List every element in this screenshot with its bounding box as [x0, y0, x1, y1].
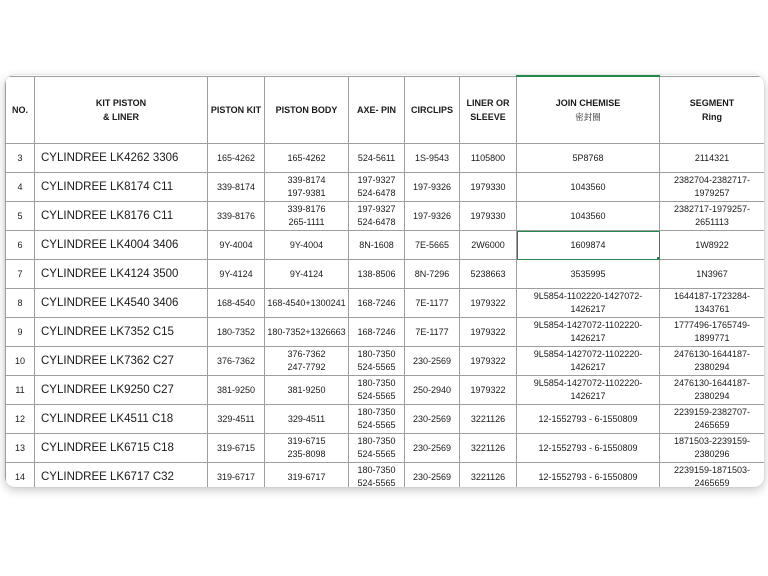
- cell-no[interactable]: 10: [6, 347, 35, 376]
- cell-join-chemise[interactable]: [517, 434, 660, 463]
- cell-join-chemise[interactable]: [517, 144, 660, 173]
- cell-segment-line: 1777496-1765749-: [673, 320, 751, 330]
- cell-join-chemise-line: 9L5854-1427072-1102220-: [533, 378, 643, 388]
- cell-segment[interactable]: [660, 202, 765, 231]
- cell-no[interactable]: 8: [6, 289, 35, 318]
- cell-join-chemise-line: 12-1552793 - 6-1550809: [538, 442, 638, 453]
- cell-axe-pin-line: 138-8506: [357, 268, 396, 279]
- header-liner-line2: SLEEVE: [470, 111, 506, 122]
- cell-join-chemise-line: 9L5854-1102220-1427072-: [533, 291, 643, 301]
- cell-no[interactable]: 13: [6, 434, 35, 463]
- cell-circlips[interactable]: 7E-5665: [405, 231, 460, 260]
- cell-join-chemise-line: 1426217: [570, 333, 606, 343]
- table-row: [6, 202, 765, 231]
- cell-axe-pin[interactable]: [349, 434, 405, 463]
- cell-piston-body[interactable]: [265, 260, 349, 289]
- header-segment-line1: SEGMENT: [689, 97, 735, 108]
- cell-axe-pin[interactable]: [349, 260, 405, 289]
- cell-piston-body-line: 9Y-4124: [289, 268, 324, 279]
- cell-axe-pin[interactable]: [349, 405, 405, 434]
- cell-segment[interactable]: [660, 347, 765, 376]
- cell-axe-pin[interactable]: [349, 376, 405, 405]
- cell-segment-line: 2476130-1644187-: [673, 349, 751, 359]
- table-row: [6, 434, 765, 463]
- cell-circlips[interactable]: 197-9326: [405, 173, 460, 202]
- cell-piston-kit[interactable]: 339-8174: [208, 173, 265, 202]
- cell-segment[interactable]: [660, 434, 765, 463]
- cell-piston-body[interactable]: [265, 144, 349, 173]
- table-row: [6, 173, 765, 202]
- cell-liner[interactable]: 1105800: [460, 144, 517, 173]
- cell-join-chemise-line: 3535995: [570, 268, 606, 279]
- cell-segment[interactable]: [660, 231, 765, 260]
- table-body: [6, 144, 765, 488]
- cell-circlips[interactable]: 8N-7296: [405, 260, 460, 289]
- cell-segment-line: 2382704-2382717-: [673, 175, 751, 185]
- table-row: [6, 260, 765, 289]
- cell-description[interactable]: CYLINDREE LK8176 C11: [35, 202, 208, 231]
- cell-piston-body-line: 168-4540+1300241: [267, 297, 346, 308]
- cell-join-chemise-line: 1426217: [570, 304, 606, 314]
- cell-axe-pin[interactable]: [349, 202, 405, 231]
- cell-segment-line: 2465659: [694, 478, 730, 487]
- cell-description[interactable]: CYLINDREE LK6717 C32: [35, 463, 208, 488]
- table-row: [6, 347, 765, 376]
- cell-segment-line: 2380294: [694, 362, 730, 372]
- cell-circlips[interactable]: 197-9326: [405, 202, 460, 231]
- cell-segment-line: 1899771: [694, 333, 730, 343]
- cell-description[interactable]: CYLINDREE LK8174 C11: [35, 173, 208, 202]
- cell-join-chemise-line: 9L5854-1427072-1102220-: [533, 349, 643, 359]
- cell-description[interactable]: CYLINDREE LK4262 3306: [35, 144, 208, 173]
- cell-join-chemise-line: 12-1552793 - 6-1550809: [538, 413, 638, 424]
- cell-description[interactable]: CYLINDREE LK4004 3406: [35, 231, 208, 260]
- cell-join-chemise-line: 5P8768: [572, 152, 604, 163]
- cell-liner[interactable]: 5238663: [460, 260, 517, 289]
- header-piston-body[interactable]: PISTON BODY: [265, 76, 349, 144]
- cell-axe-pin-line: 180-7350: [357, 465, 396, 475]
- cell-segment[interactable]: [660, 376, 765, 405]
- header-axe-pin[interactable]: AXE- PIN: [349, 76, 405, 144]
- cell-piston-body-line: 247-7792: [287, 362, 326, 372]
- cell-axe-pin-line: 197-9327: [357, 175, 396, 185]
- cell-join-chemise[interactable]: [517, 463, 660, 488]
- cell-piston-kit[interactable]: 376-7362: [208, 347, 265, 376]
- cell-description[interactable]: CYLINDREE LK4511 C18: [35, 405, 208, 434]
- cell-description[interactable]: CYLINDREE LK4124 3500: [35, 260, 208, 289]
- header-join-line2: 密封圈: [575, 112, 601, 122]
- cell-piston-body-line: 197-9381: [287, 188, 326, 198]
- header-join-chemise[interactable]: [517, 76, 660, 144]
- cell-description[interactable]: CYLINDREE LK7362 C27: [35, 347, 208, 376]
- cell-segment[interactable]: [660, 405, 765, 434]
- cell-liner[interactable]: 1979322: [460, 318, 517, 347]
- cell-segment[interactable]: [660, 173, 765, 202]
- cell-segment-line: 2651113: [695, 217, 729, 227]
- cell-join-chemise-line: 1426217: [570, 362, 606, 372]
- cell-circlips[interactable]: 7E-1177: [405, 318, 460, 347]
- cell-piston-kit[interactable]: 9Y-4004: [208, 231, 265, 260]
- cell-segment-line: 2382717-1979257-: [673, 204, 751, 214]
- cell-segment-line: 2465659: [694, 420, 730, 430]
- header-circlips[interactable]: CIRCLIPS: [405, 76, 460, 144]
- table-row: [6, 405, 765, 434]
- cell-axe-pin[interactable]: [349, 318, 405, 347]
- table-row: [6, 376, 765, 405]
- cell-circlips[interactable]: 230-2569: [405, 434, 460, 463]
- cell-no[interactable]: 4: [6, 173, 35, 202]
- cell-segment[interactable]: [660, 289, 765, 318]
- cell-segment-line: 1W8922: [695, 239, 729, 250]
- cell-axe-pin-line: 180-7350: [357, 349, 396, 359]
- cell-join-chemise-line: 9L5854-1427072-1102220-: [533, 320, 643, 330]
- cell-piston-body[interactable]: [265, 376, 349, 405]
- cell-segment-line: 1N3967: [696, 268, 728, 279]
- cell-piston-body[interactable]: [265, 347, 349, 376]
- cell-join-chemise[interactable]: [517, 202, 660, 231]
- cell-join-chemise[interactable]: [517, 405, 660, 434]
- cell-liner[interactable]: 2W6000: [460, 231, 517, 260]
- table-row: [6, 289, 765, 318]
- table-row: [6, 318, 765, 347]
- cell-piston-body[interactable]: [265, 289, 349, 318]
- cell-axe-pin[interactable]: [349, 289, 405, 318]
- table-row: [6, 463, 765, 488]
- cell-axe-pin-line: 180-7350: [357, 407, 396, 417]
- cell-segment-line: 2239159-2382707-: [673, 407, 751, 417]
- cell-piston-kit[interactable]: 9Y-4124: [208, 260, 265, 289]
- cell-no[interactable]: 14: [6, 463, 35, 488]
- cell-circlips[interactable]: 7E-1177: [405, 289, 460, 318]
- cell-join-chemise[interactable]: [517, 347, 660, 376]
- cell-axe-pin[interactable]: [349, 144, 405, 173]
- cell-no[interactable]: 11: [6, 376, 35, 405]
- cell-segment[interactable]: [660, 318, 765, 347]
- cell-description[interactable]: CYLINDREE LK9250 C27: [35, 376, 208, 405]
- header-liner-line1: LINER OR: [466, 97, 510, 108]
- cell-axe-pin-line: 524-5565: [357, 478, 396, 487]
- cell-axe-pin-line: 524-5565: [357, 449, 396, 459]
- cell-no[interactable]: 6: [6, 231, 35, 260]
- cell-segment[interactable]: [660, 463, 765, 488]
- header-kit-piston-liner[interactable]: [35, 76, 208, 144]
- cell-segment-line: 1871503-2239159-: [673, 436, 751, 446]
- cell-piston-body-line: 265-1111: [288, 217, 325, 227]
- cell-liner[interactable]: 1979322: [460, 347, 517, 376]
- cell-join-chemise-line: 1609874: [570, 239, 606, 250]
- cell-segment-line: 2380294: [694, 391, 730, 401]
- cell-liner[interactable]: 1979322: [460, 289, 517, 318]
- parts-table-card: [5, 75, 764, 487]
- cell-piston-body-line: 165-4262: [287, 152, 326, 163]
- cell-join-chemise-line: 12-1552793 - 6-1550809: [538, 471, 638, 482]
- cell-axe-pin-line: 180-7350: [357, 378, 396, 388]
- header-piston-kit[interactable]: PISTON KIT: [208, 76, 265, 144]
- cell-join-chemise-line: 1426217: [570, 391, 606, 401]
- cell-segment-line: 2476130-1644187-: [673, 378, 751, 388]
- cell-piston-kit[interactable]: 339-8176: [208, 202, 265, 231]
- cell-segment[interactable]: [660, 260, 765, 289]
- cell-join-chemise-selected[interactable]: [517, 231, 660, 260]
- cell-piston-body-line: 329-4511: [287, 413, 326, 424]
- cell-circlips[interactable]: 1S-9543: [405, 144, 460, 173]
- table-row: [6, 231, 765, 260]
- cell-segment-line: 1343761: [694, 304, 730, 314]
- cell-join-chemise[interactable]: [517, 318, 660, 347]
- cell-description[interactable]: CYLINDREE LK6715 C18: [35, 434, 208, 463]
- cell-axe-pin-line: 180-7350: [357, 436, 396, 446]
- cell-liner[interactable]: 1979330: [460, 202, 517, 231]
- cell-liner[interactable]: 1979322: [460, 376, 517, 405]
- cell-description[interactable]: CYLINDREE LK7352 C15: [35, 318, 208, 347]
- cell-piston-body-line: 376-7362: [287, 349, 326, 359]
- cell-piston-body-line: 339-8176: [287, 204, 326, 214]
- cell-join-chemise[interactable]: [517, 289, 660, 318]
- cell-piston-kit[interactable]: 329-4511: [208, 405, 265, 434]
- cell-liner[interactable]: 3221126: [460, 405, 517, 434]
- cell-piston-body[interactable]: [265, 434, 349, 463]
- cell-liner[interactable]: 3221126: [460, 434, 517, 463]
- cell-piston-body[interactable]: [265, 202, 349, 231]
- cell-axe-pin[interactable]: [349, 463, 405, 488]
- cell-axe-pin-line: 524-6478: [357, 188, 396, 198]
- cell-piston-body-line: 319-6717: [287, 471, 326, 482]
- header-no[interactable]: NO.: [6, 76, 35, 144]
- header-kit-line2: & LINER: [103, 111, 139, 122]
- table-row: [6, 144, 765, 173]
- cell-piston-kit[interactable]: 165-4262: [208, 144, 265, 173]
- header-segment-line2: Ring: [702, 111, 722, 122]
- cell-piston-body[interactable]: [265, 231, 349, 260]
- cell-circlips[interactable]: 250-2940: [405, 376, 460, 405]
- cell-piston-body-line: 180-7352+1326663: [267, 326, 346, 337]
- cell-axe-pin-line: 524-6478: [357, 217, 396, 227]
- cell-piston-body-line: 339-8174: [287, 175, 326, 185]
- cell-no[interactable]: 9: [6, 318, 35, 347]
- cell-circlips[interactable]: 230-2569: [405, 463, 460, 488]
- cell-piston-kit[interactable]: 319-6717: [208, 463, 265, 488]
- cell-segment-line: 1979257: [694, 188, 730, 198]
- cell-piston-body[interactable]: [265, 463, 349, 488]
- cell-join-chemise[interactable]: [517, 376, 660, 405]
- cell-axe-pin-line: 168-7246: [357, 326, 396, 337]
- header-liner-or-sleeve[interactable]: [460, 76, 517, 144]
- cell-piston-kit[interactable]: 381-9250: [208, 376, 265, 405]
- header-kit-line1: KIT PISTON: [95, 97, 147, 108]
- cell-piston-kit[interactable]: 168-4540: [208, 289, 265, 318]
- cell-join-chemise-line: 1043560: [570, 210, 606, 221]
- cell-segment-line: 1644187-1723284-: [673, 291, 751, 301]
- cell-piston-body-line: 381-9250: [287, 384, 326, 395]
- cell-circlips[interactable]: 230-2569: [405, 405, 460, 434]
- cell-axe-pin-line: 524-5565: [357, 362, 396, 372]
- cell-join-chemise[interactable]: [517, 260, 660, 289]
- header-segment-ring[interactable]: [660, 76, 765, 144]
- cell-liner[interactable]: 1979330: [460, 173, 517, 202]
- cell-description[interactable]: CYLINDREE LK4540 3406: [35, 289, 208, 318]
- selection-fill-handle[interactable]: [657, 257, 660, 260]
- cell-axe-pin[interactable]: [349, 347, 405, 376]
- header-join-line1: JOIN CHEMISE: [555, 98, 621, 108]
- cell-segment-line: 2239159-1871503-: [673, 465, 751, 475]
- cell-piston-body-line: 319-6715: [287, 436, 326, 446]
- parts-table: [5, 75, 764, 487]
- cell-no[interactable]: 7: [6, 260, 35, 289]
- cell-no[interactable]: 5: [6, 202, 35, 231]
- cell-piston-body[interactable]: [265, 405, 349, 434]
- cell-segment[interactable]: [660, 144, 765, 173]
- cell-piston-kit[interactable]: 319-6715: [208, 434, 265, 463]
- cell-join-chemise-line: 1043560: [570, 181, 606, 192]
- cell-axe-pin-line: 524-5565: [357, 420, 396, 430]
- cell-piston-body-line: 235-8098: [287, 449, 326, 459]
- cell-piston-body[interactable]: [265, 318, 349, 347]
- cell-axe-pin[interactable]: [349, 173, 405, 202]
- cell-axe-pin-line: 524-5611: [357, 152, 396, 163]
- cell-axe-pin-line: 8N-1608: [359, 239, 394, 250]
- cell-no[interactable]: 12: [6, 405, 35, 434]
- cell-axe-pin-line: 168-7246: [357, 297, 396, 308]
- cell-segment-line: 2114321: [694, 152, 730, 163]
- cell-join-chemise[interactable]: [517, 173, 660, 202]
- cell-segment-line: 2380296: [694, 449, 730, 459]
- cell-circlips[interactable]: 230-2569: [405, 347, 460, 376]
- cell-piston-kit[interactable]: 180-7352: [208, 318, 265, 347]
- cell-axe-pin-line: 524-5565: [357, 391, 396, 401]
- cell-liner[interactable]: 3221126: [460, 463, 517, 488]
- cell-axe-pin[interactable]: [349, 231, 405, 260]
- cell-no[interactable]: 3: [6, 144, 35, 173]
- cell-piston-body[interactable]: [265, 173, 349, 202]
- cell-piston-body-line: 9Y-4004: [289, 239, 324, 250]
- header-row: [6, 76, 765, 144]
- cell-axe-pin-line: 197-9327: [357, 204, 396, 214]
